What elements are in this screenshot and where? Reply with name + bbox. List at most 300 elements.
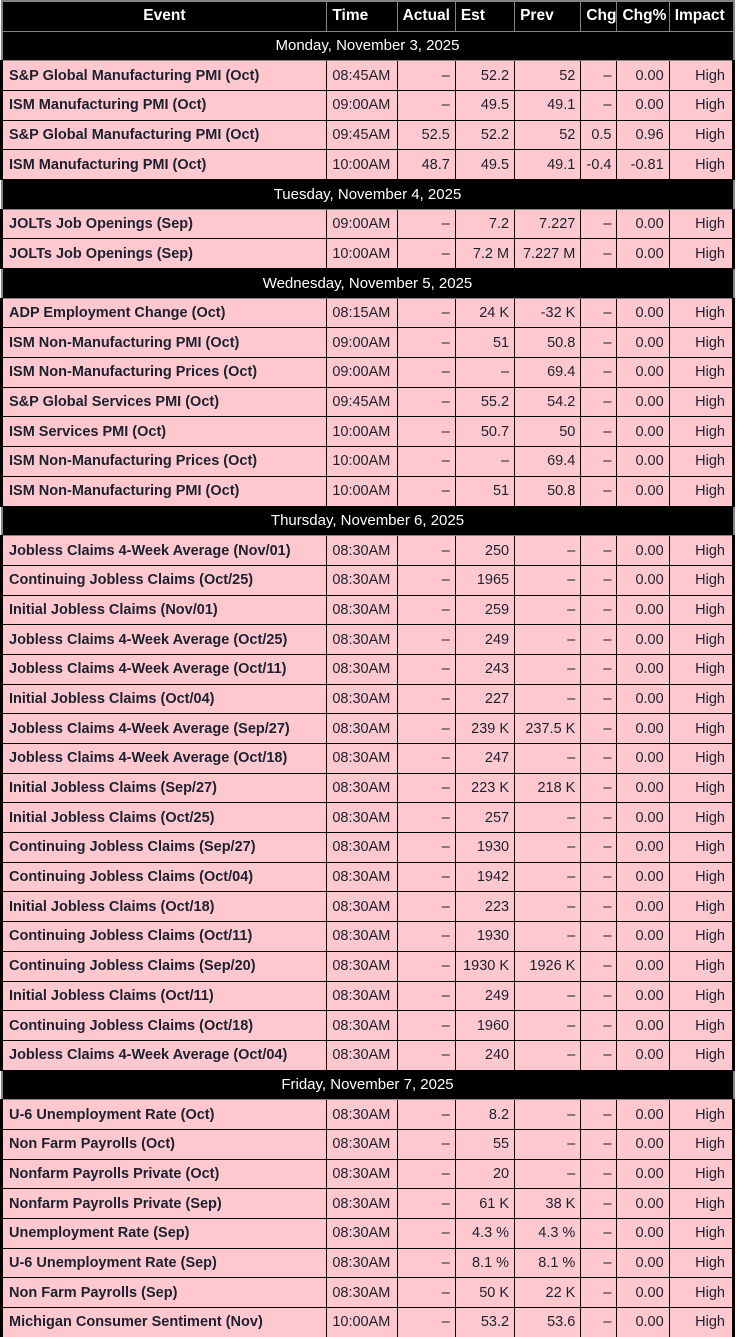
est-cell: 50.7 <box>455 417 514 447</box>
prev-cell: – <box>515 595 581 625</box>
actual-cell: – <box>397 358 455 388</box>
actual-cell: – <box>397 833 455 863</box>
time-cell: 08:30AM <box>327 892 397 922</box>
impact-cell: High <box>669 862 733 892</box>
column-header-chg-pct: Chg% <box>617 1 669 31</box>
impact-cell: High <box>669 654 733 684</box>
impact-cell: High <box>669 773 733 803</box>
time-cell: 08:30AM <box>327 773 397 803</box>
chg-cell: – <box>581 1159 617 1189</box>
actual-cell: 52.5 <box>397 120 455 150</box>
event-row <box>2 239 734 269</box>
chg-pct-cell: 0.00 <box>617 773 669 803</box>
time-cell: 09:00AM <box>327 358 397 388</box>
chg-pct-cell: 0.00 <box>617 1308 669 1337</box>
chg-cell: – <box>581 1129 617 1159</box>
actual-cell: – <box>397 803 455 833</box>
est-cell: – <box>455 358 514 388</box>
column-header-chg: Chg <box>581 1 617 31</box>
time-cell: 08:30AM <box>327 1219 397 1249</box>
event-cell: Nonfarm Payrolls Private (Oct) <box>2 1159 327 1189</box>
chg-cell: – <box>581 417 617 447</box>
event-cell: Continuing Jobless Claims (Oct/11) <box>2 922 327 952</box>
event-row <box>2 1219 734 1249</box>
actual-cell: – <box>397 1189 455 1219</box>
prev-cell: 50.8 <box>515 328 581 358</box>
prev-cell: – <box>515 981 581 1011</box>
time-cell: 08:30AM <box>327 565 397 595</box>
calendar-body <box>2 31 734 1337</box>
event-row <box>2 922 734 952</box>
time-cell: 10:00AM <box>327 1308 397 1337</box>
est-cell: 249 <box>455 625 514 655</box>
event-cell: Jobless Claims 4-Week Average (Oct/04) <box>2 1040 327 1070</box>
event-cell: Initial Jobless Claims (Oct/11) <box>2 981 327 1011</box>
chg-cell: – <box>581 1040 617 1070</box>
chg-cell: – <box>581 714 617 744</box>
event-cell: Jobless Claims 4-Week Average (Sep/27) <box>2 714 327 744</box>
prev-cell: – <box>515 625 581 655</box>
chg-pct-cell: 0.00 <box>617 1011 669 1041</box>
impact-cell: High <box>669 328 733 358</box>
event-cell: Continuing Jobless Claims (Sep/27) <box>2 833 327 863</box>
chg-cell: 0.5 <box>581 120 617 150</box>
est-cell: 24 K <box>455 298 514 328</box>
est-cell: 1942 <box>455 862 514 892</box>
est-cell: 249 <box>455 981 514 1011</box>
actual-cell: – <box>397 625 455 655</box>
event-row <box>2 684 734 714</box>
est-cell: 49.5 <box>455 150 514 180</box>
actual-cell: – <box>397 476 455 506</box>
time-cell: 08:30AM <box>327 654 397 684</box>
chg-cell: – <box>581 922 617 952</box>
chg-pct-cell: 0.00 <box>617 684 669 714</box>
event-cell: Continuing Jobless Claims (Oct/25) <box>2 565 327 595</box>
chg-cell: – <box>581 565 617 595</box>
chg-pct-cell: 0.00 <box>617 714 669 744</box>
chg-pct-cell: 0.00 <box>617 833 669 863</box>
event-row <box>2 1011 734 1041</box>
chg-cell: – <box>581 1278 617 1308</box>
prev-cell: – <box>515 922 581 952</box>
chg-pct-cell: 0.00 <box>617 358 669 388</box>
event-row <box>2 654 734 684</box>
chg-cell: – <box>581 625 617 655</box>
date-header-row <box>2 179 734 209</box>
time-cell: 08:30AM <box>327 595 397 625</box>
chg-pct-cell: 0.00 <box>617 1189 669 1219</box>
time-cell: 08:30AM <box>327 1040 397 1070</box>
prev-cell: – <box>515 654 581 684</box>
chg-pct-cell: 0.00 <box>617 417 669 447</box>
event-row <box>2 120 734 150</box>
est-cell: 247 <box>455 744 514 774</box>
chg-cell: – <box>581 447 617 477</box>
actual-cell: – <box>397 981 455 1011</box>
prev-cell: 7.227 M <box>515 239 581 269</box>
time-cell: 10:00AM <box>327 476 397 506</box>
event-cell: Continuing Jobless Claims (Oct/04) <box>2 862 327 892</box>
chg-cell: – <box>581 654 617 684</box>
chg-pct-cell: 0.00 <box>617 1219 669 1249</box>
prev-cell: 38 K <box>515 1189 581 1219</box>
chg-pct-cell: 0.00 <box>617 328 669 358</box>
chg-pct-cell: 0.00 <box>617 447 669 477</box>
impact-cell: High <box>669 298 733 328</box>
chg-cell: – <box>581 1011 617 1041</box>
time-cell: 08:30AM <box>327 803 397 833</box>
est-cell: 227 <box>455 684 514 714</box>
date-label: Thursday, November 6, 2025 <box>2 506 734 536</box>
chg-pct-cell: 0.00 <box>617 951 669 981</box>
chg-pct-cell: 0.00 <box>617 1278 669 1308</box>
prev-cell: – <box>515 1159 581 1189</box>
time-cell: 10:00AM <box>327 417 397 447</box>
actual-cell: – <box>397 1100 455 1130</box>
prev-cell: 49.1 <box>515 150 581 180</box>
event-cell: Non Farm Payrolls (Sep) <box>2 1278 327 1308</box>
event-row <box>2 209 734 239</box>
actual-cell: – <box>397 298 455 328</box>
event-cell: Initial Jobless Claims (Nov/01) <box>2 595 327 625</box>
event-row <box>2 625 734 655</box>
est-cell: 52.2 <box>455 120 514 150</box>
est-cell: 257 <box>455 803 514 833</box>
time-cell: 08:15AM <box>327 298 397 328</box>
event-cell: S&P Global Services PMI (Oct) <box>2 387 327 417</box>
event-row <box>2 1278 734 1308</box>
event-row <box>2 714 734 744</box>
prev-cell: 237.5 K <box>515 714 581 744</box>
prev-cell: – <box>515 1129 581 1159</box>
prev-cell: – <box>515 1011 581 1041</box>
event-cell: ISM Non-Manufacturing PMI (Oct) <box>2 476 327 506</box>
event-row <box>2 1189 734 1219</box>
actual-cell: – <box>397 61 455 91</box>
actual-cell: – <box>397 744 455 774</box>
event-cell: ISM Manufacturing PMI (Oct) <box>2 150 327 180</box>
event-cell: Michigan Consumer Sentiment (Nov) <box>2 1308 327 1337</box>
chg-cell: – <box>581 90 617 120</box>
event-row <box>2 417 734 447</box>
chg-cell: – <box>581 684 617 714</box>
event-cell: ISM Manufacturing PMI (Oct) <box>2 90 327 120</box>
est-cell: 1930 <box>455 833 514 863</box>
event-cell: ADP Employment Change (Oct) <box>2 298 327 328</box>
prev-cell: 1926 K <box>515 951 581 981</box>
date-header-row <box>2 31 734 61</box>
prev-cell: 218 K <box>515 773 581 803</box>
event-cell: Jobless Claims 4-Week Average (Oct/18) <box>2 744 327 774</box>
chg-pct-cell: 0.00 <box>617 90 669 120</box>
prev-cell: 50.8 <box>515 476 581 506</box>
actual-cell: – <box>397 536 455 566</box>
est-cell: 240 <box>455 1040 514 1070</box>
event-row <box>2 1248 734 1278</box>
column-header-prev: Prev <box>515 1 581 31</box>
actual-cell: – <box>397 387 455 417</box>
actual-cell: – <box>397 922 455 952</box>
chg-cell: – <box>581 595 617 625</box>
event-cell: Continuing Jobless Claims (Oct/18) <box>2 1011 327 1041</box>
est-cell: 53.2 <box>455 1308 514 1337</box>
impact-cell: High <box>669 1278 733 1308</box>
time-cell: 08:30AM <box>327 1278 397 1308</box>
chg-cell: – <box>581 328 617 358</box>
chg-pct-cell: 0.00 <box>617 625 669 655</box>
prev-cell: 49.1 <box>515 90 581 120</box>
prev-cell: 52 <box>515 61 581 91</box>
est-cell: 55.2 <box>455 387 514 417</box>
event-row <box>2 328 734 358</box>
impact-cell: High <box>669 1189 733 1219</box>
prev-cell: 4.3 % <box>515 1219 581 1249</box>
chg-cell: -0.4 <box>581 150 617 180</box>
event-row <box>2 358 734 388</box>
prev-cell: – <box>515 862 581 892</box>
event-cell: Jobless Claims 4-Week Average (Oct/11) <box>2 654 327 684</box>
actual-cell: – <box>397 1040 455 1070</box>
actual-cell: – <box>397 1129 455 1159</box>
column-header-est: Est <box>455 1 514 31</box>
prev-cell: 22 K <box>515 1278 581 1308</box>
chg-pct-cell: 0.96 <box>617 120 669 150</box>
actual-cell: – <box>397 654 455 684</box>
chg-pct-cell: 0.00 <box>617 298 669 328</box>
est-cell: 239 K <box>455 714 514 744</box>
est-cell: 7.2 <box>455 209 514 239</box>
chg-cell: – <box>581 892 617 922</box>
actual-cell: – <box>397 951 455 981</box>
event-row <box>2 833 734 863</box>
event-cell: JOLTs Job Openings (Sep) <box>2 209 327 239</box>
event-row <box>2 387 734 417</box>
actual-cell: – <box>397 1219 455 1249</box>
prev-cell: 52 <box>515 120 581 150</box>
event-cell: ISM Services PMI (Oct) <box>2 417 327 447</box>
est-cell: 243 <box>455 654 514 684</box>
chg-cell: – <box>581 803 617 833</box>
chg-cell: – <box>581 951 617 981</box>
event-cell: Initial Jobless Claims (Oct/04) <box>2 684 327 714</box>
est-cell: 1965 <box>455 565 514 595</box>
chg-pct-cell: 0.00 <box>617 744 669 774</box>
column-header-actual: Actual <box>397 1 455 31</box>
prev-cell: – <box>515 1100 581 1130</box>
impact-cell: High <box>669 981 733 1011</box>
event-row <box>2 150 734 180</box>
impact-cell: High <box>669 61 733 91</box>
prev-cell: 54.2 <box>515 387 581 417</box>
event-cell: Jobless Claims 4-Week Average (Oct/25) <box>2 625 327 655</box>
event-row <box>2 1100 734 1130</box>
chg-pct-cell: 0.00 <box>617 1159 669 1189</box>
event-cell: JOLTs Job Openings (Sep) <box>2 239 327 269</box>
prev-cell: – <box>515 892 581 922</box>
event-cell: ISM Non-Manufacturing PMI (Oct) <box>2 328 327 358</box>
prev-cell: – <box>515 744 581 774</box>
impact-cell: High <box>669 951 733 981</box>
impact-cell: High <box>669 833 733 863</box>
impact-cell: High <box>669 684 733 714</box>
impact-cell: High <box>669 1040 733 1070</box>
chg-pct-cell: 0.00 <box>617 1040 669 1070</box>
time-cell: 08:30AM <box>327 1011 397 1041</box>
est-cell: 1960 <box>455 1011 514 1041</box>
est-cell: 223 <box>455 892 514 922</box>
time-cell: 10:00AM <box>327 150 397 180</box>
header-row <box>2 1 734 31</box>
chg-pct-cell: -0.81 <box>617 150 669 180</box>
prev-cell: 53.6 <box>515 1308 581 1337</box>
time-cell: 08:30AM <box>327 1159 397 1189</box>
actual-cell: – <box>397 1308 455 1337</box>
chg-cell: – <box>581 833 617 863</box>
event-cell: U-6 Unemployment Rate (Oct) <box>2 1100 327 1130</box>
est-cell: 50 K <box>455 1278 514 1308</box>
date-label: Monday, November 3, 2025 <box>2 31 734 61</box>
actual-cell: – <box>397 1248 455 1278</box>
actual-cell: – <box>397 1159 455 1189</box>
actual-cell: – <box>397 773 455 803</box>
chg-cell: – <box>581 1308 617 1337</box>
chg-pct-cell: 0.00 <box>617 654 669 684</box>
impact-cell: High <box>669 476 733 506</box>
time-cell: 08:30AM <box>327 625 397 655</box>
impact-cell: High <box>669 892 733 922</box>
prev-cell: – <box>515 833 581 863</box>
time-cell: 09:00AM <box>327 209 397 239</box>
prev-cell: 7.227 <box>515 209 581 239</box>
event-row <box>2 803 734 833</box>
event-cell: ISM Non-Manufacturing Prices (Oct) <box>2 447 327 477</box>
chg-pct-cell: 0.00 <box>617 209 669 239</box>
impact-cell: High <box>669 1248 733 1278</box>
time-cell: 08:30AM <box>327 684 397 714</box>
time-cell: 08:30AM <box>327 536 397 566</box>
event-row <box>2 981 734 1011</box>
est-cell: 259 <box>455 595 514 625</box>
impact-cell: High <box>669 565 733 595</box>
prev-cell: – <box>515 565 581 595</box>
chg-cell: – <box>581 61 617 91</box>
prev-cell: – <box>515 1040 581 1070</box>
impact-cell: High <box>669 387 733 417</box>
prev-cell: -32 K <box>515 298 581 328</box>
impact-cell: High <box>669 1308 733 1337</box>
actual-cell: – <box>397 90 455 120</box>
actual-cell: – <box>397 714 455 744</box>
est-cell: 1930 <box>455 922 514 952</box>
time-cell: 08:30AM <box>327 714 397 744</box>
impact-cell: High <box>669 744 733 774</box>
date-label: Tuesday, November 4, 2025 <box>2 179 734 209</box>
time-cell: 10:00AM <box>327 239 397 269</box>
chg-cell: – <box>581 981 617 1011</box>
chg-cell: – <box>581 476 617 506</box>
date-label: Wednesday, November 5, 2025 <box>2 269 734 299</box>
est-cell: 250 <box>455 536 514 566</box>
event-cell: Unemployment Rate (Sep) <box>2 1219 327 1249</box>
event-row <box>2 892 734 922</box>
chg-cell: – <box>581 1189 617 1219</box>
est-cell: 52.2 <box>455 61 514 91</box>
time-cell: 09:45AM <box>327 387 397 417</box>
impact-cell: High <box>669 358 733 388</box>
time-cell: 08:30AM <box>327 1129 397 1159</box>
time-cell: 08:30AM <box>327 833 397 863</box>
impact-cell: High <box>669 120 733 150</box>
event-row <box>2 298 734 328</box>
impact-cell: High <box>669 1159 733 1189</box>
event-row <box>2 744 734 774</box>
est-cell: 4.3 % <box>455 1219 514 1249</box>
est-cell: 8.2 <box>455 1100 514 1130</box>
event-cell: Initial Jobless Claims (Oct/18) <box>2 892 327 922</box>
event-cell: S&P Global Manufacturing PMI (Oct) <box>2 61 327 91</box>
impact-cell: High <box>669 1219 733 1249</box>
actual-cell: – <box>397 209 455 239</box>
event-row <box>2 951 734 981</box>
impact-cell: High <box>669 595 733 625</box>
prev-cell: – <box>515 684 581 714</box>
chg-pct-cell: 0.00 <box>617 1248 669 1278</box>
impact-cell: High <box>669 1129 733 1159</box>
chg-cell: – <box>581 1219 617 1249</box>
est-cell: 49.5 <box>455 90 514 120</box>
time-cell: 09:00AM <box>327 90 397 120</box>
chg-pct-cell: 0.00 <box>617 61 669 91</box>
chg-cell: – <box>581 862 617 892</box>
chg-pct-cell: 0.00 <box>617 922 669 952</box>
chg-pct-cell: 0.00 <box>617 239 669 269</box>
actual-cell: – <box>397 239 455 269</box>
time-cell: 08:30AM <box>327 951 397 981</box>
chg-pct-cell: 0.00 <box>617 387 669 417</box>
chg-cell: – <box>581 744 617 774</box>
impact-cell: High <box>669 417 733 447</box>
chg-pct-cell: 0.00 <box>617 476 669 506</box>
est-cell: 61 K <box>455 1189 514 1219</box>
chg-cell: – <box>581 209 617 239</box>
est-cell: 51 <box>455 328 514 358</box>
impact-cell: High <box>669 150 733 180</box>
actual-cell: – <box>397 565 455 595</box>
event-cell: ISM Non-Manufacturing Prices (Oct) <box>2 358 327 388</box>
est-cell: 223 K <box>455 773 514 803</box>
prev-cell: 50 <box>515 417 581 447</box>
actual-cell: – <box>397 1011 455 1041</box>
est-cell: 8.1 % <box>455 1248 514 1278</box>
chg-cell: – <box>581 239 617 269</box>
event-row <box>2 536 734 566</box>
impact-cell: High <box>669 1011 733 1041</box>
actual-cell: 48.7 <box>397 150 455 180</box>
actual-cell: – <box>397 1278 455 1308</box>
chg-cell: – <box>581 773 617 803</box>
chg-cell: – <box>581 387 617 417</box>
event-row <box>2 862 734 892</box>
est-cell: – <box>455 447 514 477</box>
column-header-time: Time <box>327 1 397 31</box>
time-cell: 08:45AM <box>327 61 397 91</box>
chg-cell: – <box>581 536 617 566</box>
time-cell: 08:30AM <box>327 922 397 952</box>
est-cell: 1930 K <box>455 951 514 981</box>
event-cell: S&P Global Manufacturing PMI (Oct) <box>2 120 327 150</box>
time-cell: 08:30AM <box>327 1189 397 1219</box>
